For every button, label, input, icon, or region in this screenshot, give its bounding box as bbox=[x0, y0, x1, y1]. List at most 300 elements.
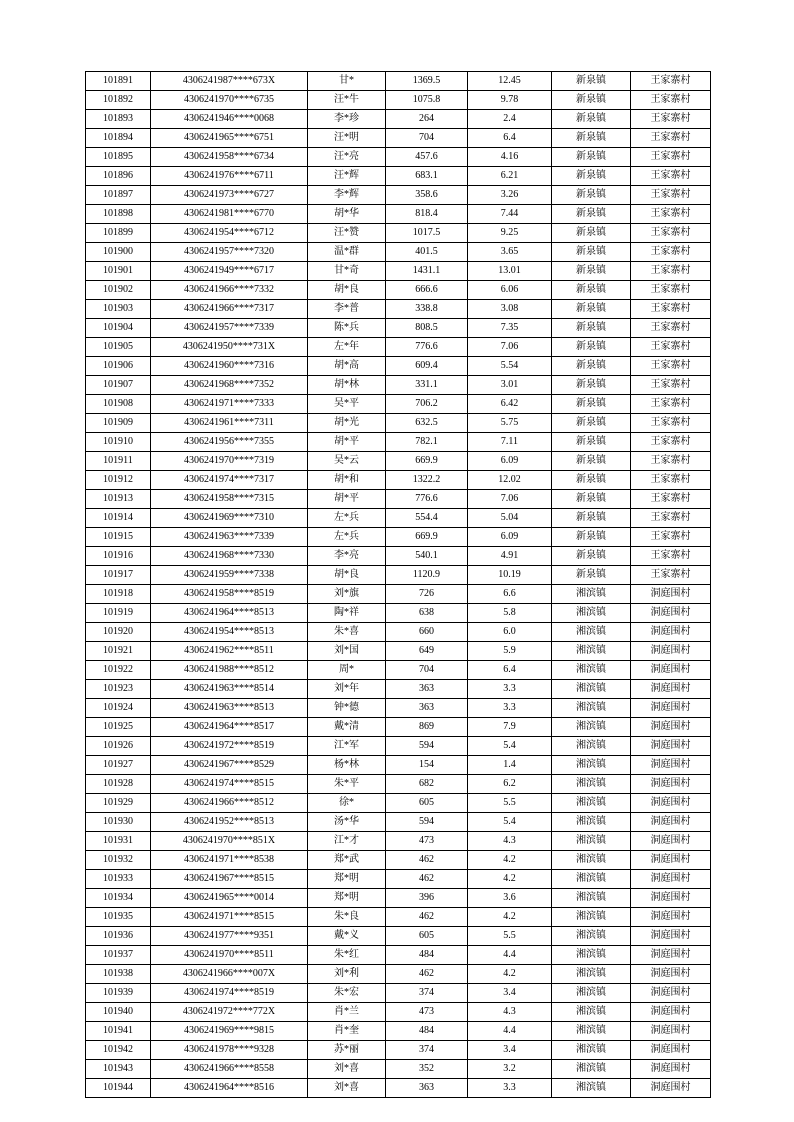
table-cell: 5.5 bbox=[468, 927, 552, 946]
table-cell: 101927 bbox=[86, 756, 151, 775]
table-cell: 新泉镇 bbox=[552, 376, 631, 395]
table-cell: 4306241954****6712 bbox=[151, 224, 308, 243]
table-row bbox=[86, 813, 711, 832]
table-row bbox=[86, 395, 711, 414]
table-row bbox=[86, 585, 711, 604]
table-cell: 706.2 bbox=[386, 395, 468, 414]
table-row bbox=[86, 300, 711, 319]
table-cell: 101916 bbox=[86, 547, 151, 566]
table-cell: 戴*义 bbox=[308, 927, 386, 946]
table-cell: 101894 bbox=[86, 129, 151, 148]
table-cell: 新泉镇 bbox=[552, 528, 631, 547]
table-cell: 刘*喜 bbox=[308, 1060, 386, 1079]
table-cell: 4306241964****8517 bbox=[151, 718, 308, 737]
table-cell: 1017.5 bbox=[386, 224, 468, 243]
table-cell: 洞庭围村 bbox=[631, 1041, 711, 1060]
table-row bbox=[86, 832, 711, 851]
table-row bbox=[86, 1022, 711, 1041]
table-cell: 3.4 bbox=[468, 984, 552, 1003]
table-cell: 666.6 bbox=[386, 281, 468, 300]
table-cell: 4306241973****6727 bbox=[151, 186, 308, 205]
table-cell: 6.6 bbox=[468, 585, 552, 604]
table-cell: 4306241954****8513 bbox=[151, 623, 308, 642]
table-cell: 湘滨镇 bbox=[552, 642, 631, 661]
table-cell: 洞庭围村 bbox=[631, 870, 711, 889]
table-cell: 4306241971****8515 bbox=[151, 908, 308, 927]
table-cell: 101909 bbox=[86, 414, 151, 433]
table-cell: 陶*祥 bbox=[308, 604, 386, 623]
table-cell: 363 bbox=[386, 680, 468, 699]
table-cell: 新泉镇 bbox=[552, 566, 631, 585]
table-cell: 左*兵 bbox=[308, 509, 386, 528]
table-cell: 王家寨村 bbox=[631, 262, 711, 281]
table-cell: 胡*华 bbox=[308, 205, 386, 224]
table-cell: 101908 bbox=[86, 395, 151, 414]
table-cell: 605 bbox=[386, 794, 468, 813]
table-cell: 5.5 bbox=[468, 794, 552, 813]
table-cell: 6.09 bbox=[468, 528, 552, 547]
table-cell: 6.09 bbox=[468, 452, 552, 471]
table-cell: 4306241966****7332 bbox=[151, 281, 308, 300]
table-cell: 新泉镇 bbox=[552, 300, 631, 319]
table-cell: 4306241972****8519 bbox=[151, 737, 308, 756]
table-cell: 669.9 bbox=[386, 452, 468, 471]
table-cell: 李*亮 bbox=[308, 547, 386, 566]
table-row bbox=[86, 566, 711, 585]
table-cell: 7.35 bbox=[468, 319, 552, 338]
table-cell: 4306241960****7316 bbox=[151, 357, 308, 376]
table-cell: 101934 bbox=[86, 889, 151, 908]
table-cell: 湘滨镇 bbox=[552, 775, 631, 794]
table-cell: 101914 bbox=[86, 509, 151, 528]
table-cell: 4306241964****8516 bbox=[151, 1079, 308, 1098]
table-row bbox=[86, 1079, 711, 1098]
table-cell: 704 bbox=[386, 661, 468, 680]
table-cell: 新泉镇 bbox=[552, 319, 631, 338]
table-cell: 101919 bbox=[86, 604, 151, 623]
table-cell: 4306241968****7352 bbox=[151, 376, 308, 395]
table-cell: 1322.2 bbox=[386, 471, 468, 490]
table-cell: 湘滨镇 bbox=[552, 623, 631, 642]
table-cell: 甘* bbox=[308, 72, 386, 91]
table-cell: 4306241971****7333 bbox=[151, 395, 308, 414]
table-cell: 4.2 bbox=[468, 965, 552, 984]
table-row bbox=[86, 509, 711, 528]
table-cell: 4306241962****8511 bbox=[151, 642, 308, 661]
table-cell: 李*辉 bbox=[308, 186, 386, 205]
table-cell: 101933 bbox=[86, 870, 151, 889]
table-cell: 4306241970****7319 bbox=[151, 452, 308, 471]
table-cell: 101932 bbox=[86, 851, 151, 870]
table-cell: 101930 bbox=[86, 813, 151, 832]
table-cell: 363 bbox=[386, 699, 468, 718]
table-cell: 4306241981****6770 bbox=[151, 205, 308, 224]
table-cell: 新泉镇 bbox=[552, 547, 631, 566]
table-cell: 473 bbox=[386, 1003, 468, 1022]
table-row bbox=[86, 699, 711, 718]
table-row bbox=[86, 262, 711, 281]
table-cell: 王家寨村 bbox=[631, 72, 711, 91]
table-row bbox=[86, 623, 711, 642]
table-cell: 王家寨村 bbox=[631, 243, 711, 262]
table-cell: 4306241972****772X bbox=[151, 1003, 308, 1022]
table-cell: 新泉镇 bbox=[552, 129, 631, 148]
table-cell: 726 bbox=[386, 585, 468, 604]
table-cell: 洞庭围村 bbox=[631, 794, 711, 813]
table-cell: 473 bbox=[386, 832, 468, 851]
table-cell: 6.2 bbox=[468, 775, 552, 794]
table-cell: 新泉镇 bbox=[552, 72, 631, 91]
table-cell: 3.3 bbox=[468, 680, 552, 699]
table-cell: 101924 bbox=[86, 699, 151, 718]
table-cell: 新泉镇 bbox=[552, 433, 631, 452]
table-cell: 4306241965****0014 bbox=[151, 889, 308, 908]
table-cell: 5.75 bbox=[468, 414, 552, 433]
table-cell: 4306241963****8513 bbox=[151, 699, 308, 718]
table-cell: 湘滨镇 bbox=[552, 756, 631, 775]
table-cell: 101906 bbox=[86, 357, 151, 376]
table-cell: 6.06 bbox=[468, 281, 552, 300]
table-cell: 7.9 bbox=[468, 718, 552, 737]
table-cell: 湘滨镇 bbox=[552, 604, 631, 623]
table-cell: 王家寨村 bbox=[631, 129, 711, 148]
table-cell: 新泉镇 bbox=[552, 452, 631, 471]
table-cell: 新泉镇 bbox=[552, 357, 631, 376]
table-row bbox=[86, 775, 711, 794]
table-cell: 湘滨镇 bbox=[552, 1022, 631, 1041]
table-cell: 4306241988****8512 bbox=[151, 661, 308, 680]
table-row bbox=[86, 186, 711, 205]
table-cell: 王家寨村 bbox=[631, 338, 711, 357]
table-cell: 660 bbox=[386, 623, 468, 642]
table-cell: 4.16 bbox=[468, 148, 552, 167]
table-cell: 王家寨村 bbox=[631, 224, 711, 243]
table-cell: 4306241974****8519 bbox=[151, 984, 308, 1003]
table-cell: 朱*良 bbox=[308, 908, 386, 927]
table-cell: 胡*平 bbox=[308, 490, 386, 509]
table-cell: 4306241957****7339 bbox=[151, 319, 308, 338]
table-cell: 1120.9 bbox=[386, 566, 468, 585]
table-cell: 洞庭围村 bbox=[631, 623, 711, 642]
table-cell: 王家寨村 bbox=[631, 300, 711, 319]
table-cell: 洞庭围村 bbox=[631, 889, 711, 908]
table-cell: 101901 bbox=[86, 262, 151, 281]
table-cell: 101928 bbox=[86, 775, 151, 794]
table-cell: 新泉镇 bbox=[552, 205, 631, 224]
table-cell: 湘滨镇 bbox=[552, 737, 631, 756]
table-cell: 540.1 bbox=[386, 547, 468, 566]
table-cell: 101944 bbox=[86, 1079, 151, 1098]
table-cell: 682 bbox=[386, 775, 468, 794]
table-row bbox=[86, 946, 711, 965]
table-cell: 101921 bbox=[86, 642, 151, 661]
table-cell: 101902 bbox=[86, 281, 151, 300]
table-cell: 6.42 bbox=[468, 395, 552, 414]
table-cell: 101939 bbox=[86, 984, 151, 1003]
table-cell: 101899 bbox=[86, 224, 151, 243]
table-cell: 396 bbox=[386, 889, 468, 908]
table-cell: 洞庭围村 bbox=[631, 832, 711, 851]
table-row bbox=[86, 205, 711, 224]
table-cell: 洞庭围村 bbox=[631, 851, 711, 870]
table-cell: 101898 bbox=[86, 205, 151, 224]
table-cell: 605 bbox=[386, 927, 468, 946]
table-cell: 王家寨村 bbox=[631, 566, 711, 585]
table-cell: 4306241964****8513 bbox=[151, 604, 308, 623]
table-cell: 4306241961****7311 bbox=[151, 414, 308, 433]
table-cell: 101940 bbox=[86, 1003, 151, 1022]
table-row bbox=[86, 851, 711, 870]
table-cell: 594 bbox=[386, 813, 468, 832]
table-cell: 101891 bbox=[86, 72, 151, 91]
table-cell: 12.45 bbox=[468, 72, 552, 91]
table-cell: 782.1 bbox=[386, 433, 468, 452]
table-cell: 2.4 bbox=[468, 110, 552, 129]
table-cell: 新泉镇 bbox=[552, 338, 631, 357]
table-cell: 洞庭围村 bbox=[631, 604, 711, 623]
table-cell: 湘滨镇 bbox=[552, 718, 631, 737]
table-cell: 5.4 bbox=[468, 813, 552, 832]
table-cell: 101920 bbox=[86, 623, 151, 642]
table-cell: 洞庭围村 bbox=[631, 718, 711, 737]
table-cell: 4306241987****673X bbox=[151, 72, 308, 91]
table-cell: 3.01 bbox=[468, 376, 552, 395]
table-cell: 154 bbox=[386, 756, 468, 775]
table-cell: 吴*云 bbox=[308, 452, 386, 471]
table-cell: 苏*丽 bbox=[308, 1041, 386, 1060]
table-cell: 洞庭围村 bbox=[631, 737, 711, 756]
table-cell: 869 bbox=[386, 718, 468, 737]
table-cell: 湘滨镇 bbox=[552, 908, 631, 927]
table-cell: 4306241956****7355 bbox=[151, 433, 308, 452]
table-cell: 洞庭围村 bbox=[631, 908, 711, 927]
table-cell: 5.4 bbox=[468, 737, 552, 756]
table-cell: 新泉镇 bbox=[552, 262, 631, 281]
table-cell: 101895 bbox=[86, 148, 151, 167]
table-row bbox=[86, 319, 711, 338]
table-cell: 湘滨镇 bbox=[552, 661, 631, 680]
table-cell: 374 bbox=[386, 984, 468, 1003]
table-cell: 462 bbox=[386, 851, 468, 870]
table-cell: 王家寨村 bbox=[631, 471, 711, 490]
table-cell: 5.54 bbox=[468, 357, 552, 376]
table-row bbox=[86, 737, 711, 756]
table-cell: 7.11 bbox=[468, 433, 552, 452]
table-row bbox=[86, 91, 711, 110]
table-cell: 新泉镇 bbox=[552, 471, 631, 490]
table-cell: 101918 bbox=[86, 585, 151, 604]
table-row bbox=[86, 1041, 711, 1060]
table-row bbox=[86, 243, 711, 262]
table-row bbox=[86, 110, 711, 129]
table-cell: 4306241958****7315 bbox=[151, 490, 308, 509]
table-cell: 陈*兵 bbox=[308, 319, 386, 338]
table-cell: 4.2 bbox=[468, 908, 552, 927]
table-cell: 4306241957****7320 bbox=[151, 243, 308, 262]
table-cell: 新泉镇 bbox=[552, 243, 631, 262]
table-cell: 湘滨镇 bbox=[552, 680, 631, 699]
table-cell: 洞庭围村 bbox=[631, 813, 711, 832]
table-cell: 湘滨镇 bbox=[552, 813, 631, 832]
table-row bbox=[86, 281, 711, 300]
table-cell: 王家寨村 bbox=[631, 319, 711, 338]
table-cell: 9.25 bbox=[468, 224, 552, 243]
table-cell: 101907 bbox=[86, 376, 151, 395]
table-cell: 胡*平 bbox=[308, 433, 386, 452]
table-cell: 吴*平 bbox=[308, 395, 386, 414]
table-cell: 3.6 bbox=[468, 889, 552, 908]
table-row bbox=[86, 718, 711, 737]
table-row bbox=[86, 889, 711, 908]
table-cell: 新泉镇 bbox=[552, 224, 631, 243]
table-cell: 101941 bbox=[86, 1022, 151, 1041]
table-cell: 王家寨村 bbox=[631, 91, 711, 110]
table-cell: 新泉镇 bbox=[552, 148, 631, 167]
table-row bbox=[86, 129, 711, 148]
table-row bbox=[86, 224, 711, 243]
table-cell: 洞庭围村 bbox=[631, 699, 711, 718]
table-cell: 4306241970****851X bbox=[151, 832, 308, 851]
table-cell: 808.5 bbox=[386, 319, 468, 338]
table-row bbox=[86, 984, 711, 1003]
table-cell: 101938 bbox=[86, 965, 151, 984]
table-cell: 4.91 bbox=[468, 547, 552, 566]
table-cell: 401.5 bbox=[386, 243, 468, 262]
table-row bbox=[86, 414, 711, 433]
table-cell: 4306241965****6751 bbox=[151, 129, 308, 148]
table-cell: 洞庭围村 bbox=[631, 1079, 711, 1098]
table-cell: 胡*良 bbox=[308, 566, 386, 585]
table-cell: 王家寨村 bbox=[631, 547, 711, 566]
table-cell: 4.2 bbox=[468, 851, 552, 870]
table-cell: 3.3 bbox=[468, 1079, 552, 1098]
table-cell: 9.78 bbox=[468, 91, 552, 110]
table-cell: 王家寨村 bbox=[631, 110, 711, 129]
table-cell: 554.4 bbox=[386, 509, 468, 528]
table-cell: 4.3 bbox=[468, 1003, 552, 1022]
table-cell: 新泉镇 bbox=[552, 490, 631, 509]
table-cell: 湘滨镇 bbox=[552, 889, 631, 908]
table-cell: 101904 bbox=[86, 319, 151, 338]
table-cell: 胡*光 bbox=[308, 414, 386, 433]
table-cell: 101915 bbox=[86, 528, 151, 547]
table-cell: 湘滨镇 bbox=[552, 927, 631, 946]
table-cell: 101931 bbox=[86, 832, 151, 851]
table-cell: 101911 bbox=[86, 452, 151, 471]
table-cell: 4.4 bbox=[468, 946, 552, 965]
table-cell: 5.8 bbox=[468, 604, 552, 623]
table-cell: 462 bbox=[386, 908, 468, 927]
table-cell: 776.6 bbox=[386, 338, 468, 357]
table-cell: 新泉镇 bbox=[552, 110, 631, 129]
table-cell: 1369.5 bbox=[386, 72, 468, 91]
table-cell: 钟*德 bbox=[308, 699, 386, 718]
table-row bbox=[86, 1003, 711, 1022]
table-row bbox=[86, 148, 711, 167]
table-cell: 王家寨村 bbox=[631, 205, 711, 224]
table-cell: 新泉镇 bbox=[552, 395, 631, 414]
table-cell: 戴*清 bbox=[308, 718, 386, 737]
table-cell: 4306241974****8515 bbox=[151, 775, 308, 794]
table-cell: 4306241978****9328 bbox=[151, 1041, 308, 1060]
table-cell: 3.65 bbox=[468, 243, 552, 262]
table-row bbox=[86, 604, 711, 623]
table-cell: 609.4 bbox=[386, 357, 468, 376]
table-cell: 358.6 bbox=[386, 186, 468, 205]
table-row bbox=[86, 376, 711, 395]
table-cell: 101897 bbox=[86, 186, 151, 205]
table-cell: 101917 bbox=[86, 566, 151, 585]
table-cell: 湘滨镇 bbox=[552, 832, 631, 851]
table-cell: 101936 bbox=[86, 927, 151, 946]
table-cell: 3.3 bbox=[468, 699, 552, 718]
table-cell: 王家寨村 bbox=[631, 281, 711, 300]
table-cell: 湘滨镇 bbox=[552, 851, 631, 870]
table-cell: 湘滨镇 bbox=[552, 984, 631, 1003]
table-cell: 3.4 bbox=[468, 1041, 552, 1060]
table-cell: 洞庭围村 bbox=[631, 661, 711, 680]
table-cell: 王家寨村 bbox=[631, 452, 711, 471]
table-cell: 4306241958****6734 bbox=[151, 148, 308, 167]
table-cell: 818.4 bbox=[386, 205, 468, 224]
table-cell: 汪*亮 bbox=[308, 148, 386, 167]
table-cell: 101905 bbox=[86, 338, 151, 357]
table-cell: 4306241963****8514 bbox=[151, 680, 308, 699]
table-cell: 汪*牛 bbox=[308, 91, 386, 110]
table-cell: 3.08 bbox=[468, 300, 552, 319]
table-cell: 6.0 bbox=[468, 623, 552, 642]
table-cell: 101926 bbox=[86, 737, 151, 756]
table-cell: 洞庭围村 bbox=[631, 585, 711, 604]
table-cell: 湘滨镇 bbox=[552, 699, 631, 718]
table-cell: 洞庭围村 bbox=[631, 1022, 711, 1041]
table-cell: 王家寨村 bbox=[631, 528, 711, 547]
table-cell: 肖*兰 bbox=[308, 1003, 386, 1022]
table-cell: 王家寨村 bbox=[631, 186, 711, 205]
table-cell: 王家寨村 bbox=[631, 414, 711, 433]
table-cell: 594 bbox=[386, 737, 468, 756]
table-cell: 朱*喜 bbox=[308, 623, 386, 642]
table-cell: 4306241976****6711 bbox=[151, 167, 308, 186]
table-cell: 7.06 bbox=[468, 490, 552, 509]
table-cell: 湘滨镇 bbox=[552, 946, 631, 965]
table-cell: 新泉镇 bbox=[552, 167, 631, 186]
table-cell: 101903 bbox=[86, 300, 151, 319]
table-cell: 669.9 bbox=[386, 528, 468, 547]
table-cell: 632.5 bbox=[386, 414, 468, 433]
table-cell: 457.6 bbox=[386, 148, 468, 167]
table-cell: 101943 bbox=[86, 1060, 151, 1079]
table-cell: 4306241967****8529 bbox=[151, 756, 308, 775]
table-cell: 洞庭围村 bbox=[631, 927, 711, 946]
table-cell: 左*兵 bbox=[308, 528, 386, 547]
table-cell: 湘滨镇 bbox=[552, 870, 631, 889]
table-cell: 3.26 bbox=[468, 186, 552, 205]
table-cell: 湘滨镇 bbox=[552, 1003, 631, 1022]
table-cell: 郑*明 bbox=[308, 870, 386, 889]
table-cell: 4306241974****7317 bbox=[151, 471, 308, 490]
table-cell: 4306241967****8515 bbox=[151, 870, 308, 889]
table-cell: 湘滨镇 bbox=[552, 585, 631, 604]
table-cell: 4.2 bbox=[468, 870, 552, 889]
table-cell: 4306241970****8511 bbox=[151, 946, 308, 965]
table-cell: 4306241969****9815 bbox=[151, 1022, 308, 1041]
table-cell: 101925 bbox=[86, 718, 151, 737]
table-cell: 洞庭围村 bbox=[631, 946, 711, 965]
table-cell: 王家寨村 bbox=[631, 167, 711, 186]
table-cell: 徐* bbox=[308, 794, 386, 813]
table-row bbox=[86, 908, 711, 927]
